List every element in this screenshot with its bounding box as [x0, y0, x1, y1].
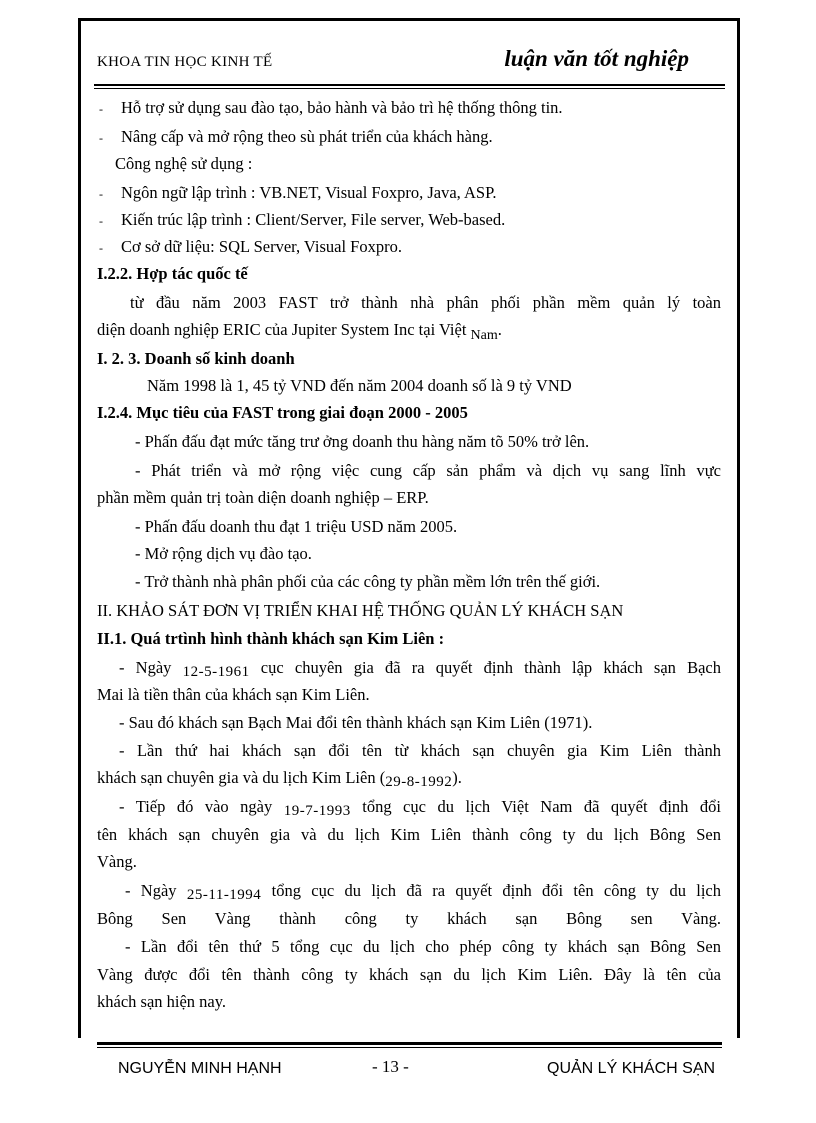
- chapter-heading: II. KHẢO SÁT ĐƠN VỊ TRIỂN KHAI HỆ THỐNG QUẢN LÝ KHÁCH SẠN: [97, 601, 624, 620]
- paragraph-line: diện doanh nghiệp ERIC của Jupiter System Inc tại Việt $_{Nam}$.: [97, 320, 502, 343]
- header-divider-thin: [94, 88, 725, 89]
- header-faculty: KHOA TIN HỌC KINH TẾ: [97, 54, 273, 70]
- paragraph-line: - Lần thứ hai khách sạn đổi tên từ khách sạn chuyên gia Kim Liên thành: [119, 741, 721, 760]
- paragraph-line: Bông Sen Vàng thành công ty khách sạn Bông sen Vàng.: [97, 909, 721, 928]
- footer-divider-thin: [97, 1047, 722, 1048]
- footer-topic: QUẢN LÝ KHÁCH SẠN: [547, 1060, 716, 1077]
- bullet-marker: ‐: [99, 241, 103, 255]
- bullet-line: ‐ Hỗ trợ sử dụng sau đào tạo, bảo hành và bảo trì hệ thống thông tin.: [99, 98, 563, 117]
- paragraph-line: khách sạn chuyên gia và du lịch Kim Liên (29-8-1992).: [97, 768, 462, 790]
- paragraph-line: Mai là tiền thân của khách sạn Kim Liên.: [97, 685, 370, 704]
- paragraph-line: khách sạn hiện nay.: [97, 992, 227, 1011]
- bullet-marker: ‐: [99, 131, 103, 145]
- paragraph-line: - Sau đó khách sạn Bạch Mai đổi tên thành khách sạn Kim Liên (1971).: [119, 713, 593, 732]
- section-heading: I. 2. 3. Doanh số kinh doanh: [97, 349, 295, 368]
- bullet-line: ‐ Ngôn ngữ lập trình : VB.NET, Visual Foxpro, Java, ASP.: [99, 183, 497, 202]
- bullet-marker: ‐: [99, 102, 103, 116]
- footer-divider: [97, 1042, 722, 1045]
- paragraph-line: - Tiếp đó vào ngày 19-7-1993 tổng cục du lịch Việt Nam đã quyết định đổi: [119, 797, 721, 819]
- paragraph-line: Công nghệ sử dụng :: [115, 154, 253, 173]
- section-heading: II.1. Quá trtình hình thành khách sạn Kim Liên :: [97, 629, 445, 648]
- paragraph-line: - Phấn đấu đạt mức tăng trư ởng doanh thu hàng năm tõ 50% trở lên.: [135, 432, 590, 451]
- paragraph-line: Vàng được đổi tên thành công ty khách sạn du lịch Kim Liên. Đây là tên của: [97, 965, 721, 984]
- paragraph-line: - Trở thành nhà phân phối của các công ty phần mềm lớn trên thế giới.: [135, 572, 601, 591]
- section-heading: I.2.2. Hợp tác quốc tế: [97, 264, 248, 283]
- paragraph-line: - Phát triển và mở rộng việc cung cấp sản phẩm và dịch vụ sang lĩnh vực: [135, 461, 721, 480]
- header-divider: [94, 84, 725, 86]
- page-number: - 13 -: [372, 1057, 409, 1076]
- page-border-left: [78, 18, 81, 1038]
- header-thesis-title: luận văn tốt nghiệp: [504, 46, 689, 71]
- section-heading: I.2.4. Mục tiêu của FAST trong giai đoạn 2000 - 2005: [97, 403, 468, 422]
- paragraph-line: - Lần đổi tên thứ 5 tổng cục du lịch cho phép công ty khách sạn Bông Sen: [125, 937, 721, 956]
- page-border-top: [78, 18, 740, 21]
- page-header: [97, 46, 697, 82]
- bullet-line: ‐ Cơ sở dữ liệu: SQL Server, Visual Foxpro.: [99, 237, 402, 256]
- paragraph-line: từ đầu năm 2003 FAST trở thành nhà phân phối phần mềm quản lý toàn: [130, 293, 721, 312]
- footer-author: NGUYỄN MINH HẠNH: [118, 1060, 282, 1077]
- paragraph-line: phần mềm quản trị toàn diện doanh nghiệp – ERP.: [97, 488, 429, 507]
- paragraph-line: Năm 1998 là 1, 45 tỷ VND đến năm 2004 doanh số là 9 tỷ VND: [147, 376, 572, 395]
- paragraph-line: - Ngày 25-11-1994 tổng cục du lịch đã ra quyết định đổi tên công ty du lịch: [125, 881, 722, 903]
- paragraph-line: - Mở rộng dịch vụ đào tạo.: [135, 544, 312, 563]
- bullet-marker: ‐: [99, 214, 103, 228]
- paragraph-line: tên khách sạn chuyên gia và du lịch Kim Liên thành công ty du lịch Bông Sen: [97, 825, 721, 844]
- paragraph-line: - Ngày 12-5-1961 cục chuyên gia đã ra quyết định thành lập khách sạn Bạch: [119, 658, 722, 680]
- paragraph-line: - Phấn đấu doanh thu đạt 1 triệu USD năm 2005.: [135, 517, 458, 536]
- bullet-marker: ‐: [99, 187, 103, 201]
- bullet-line: ‐ Nâng cấp và mở rộng theo sù phát triển của khách hàng.: [99, 127, 493, 146]
- paragraph-line: Vàng.: [97, 852, 137, 871]
- bullet-line: ‐ Kiến trúc lập trình : Client/Server, File server, Web-based.: [99, 210, 506, 229]
